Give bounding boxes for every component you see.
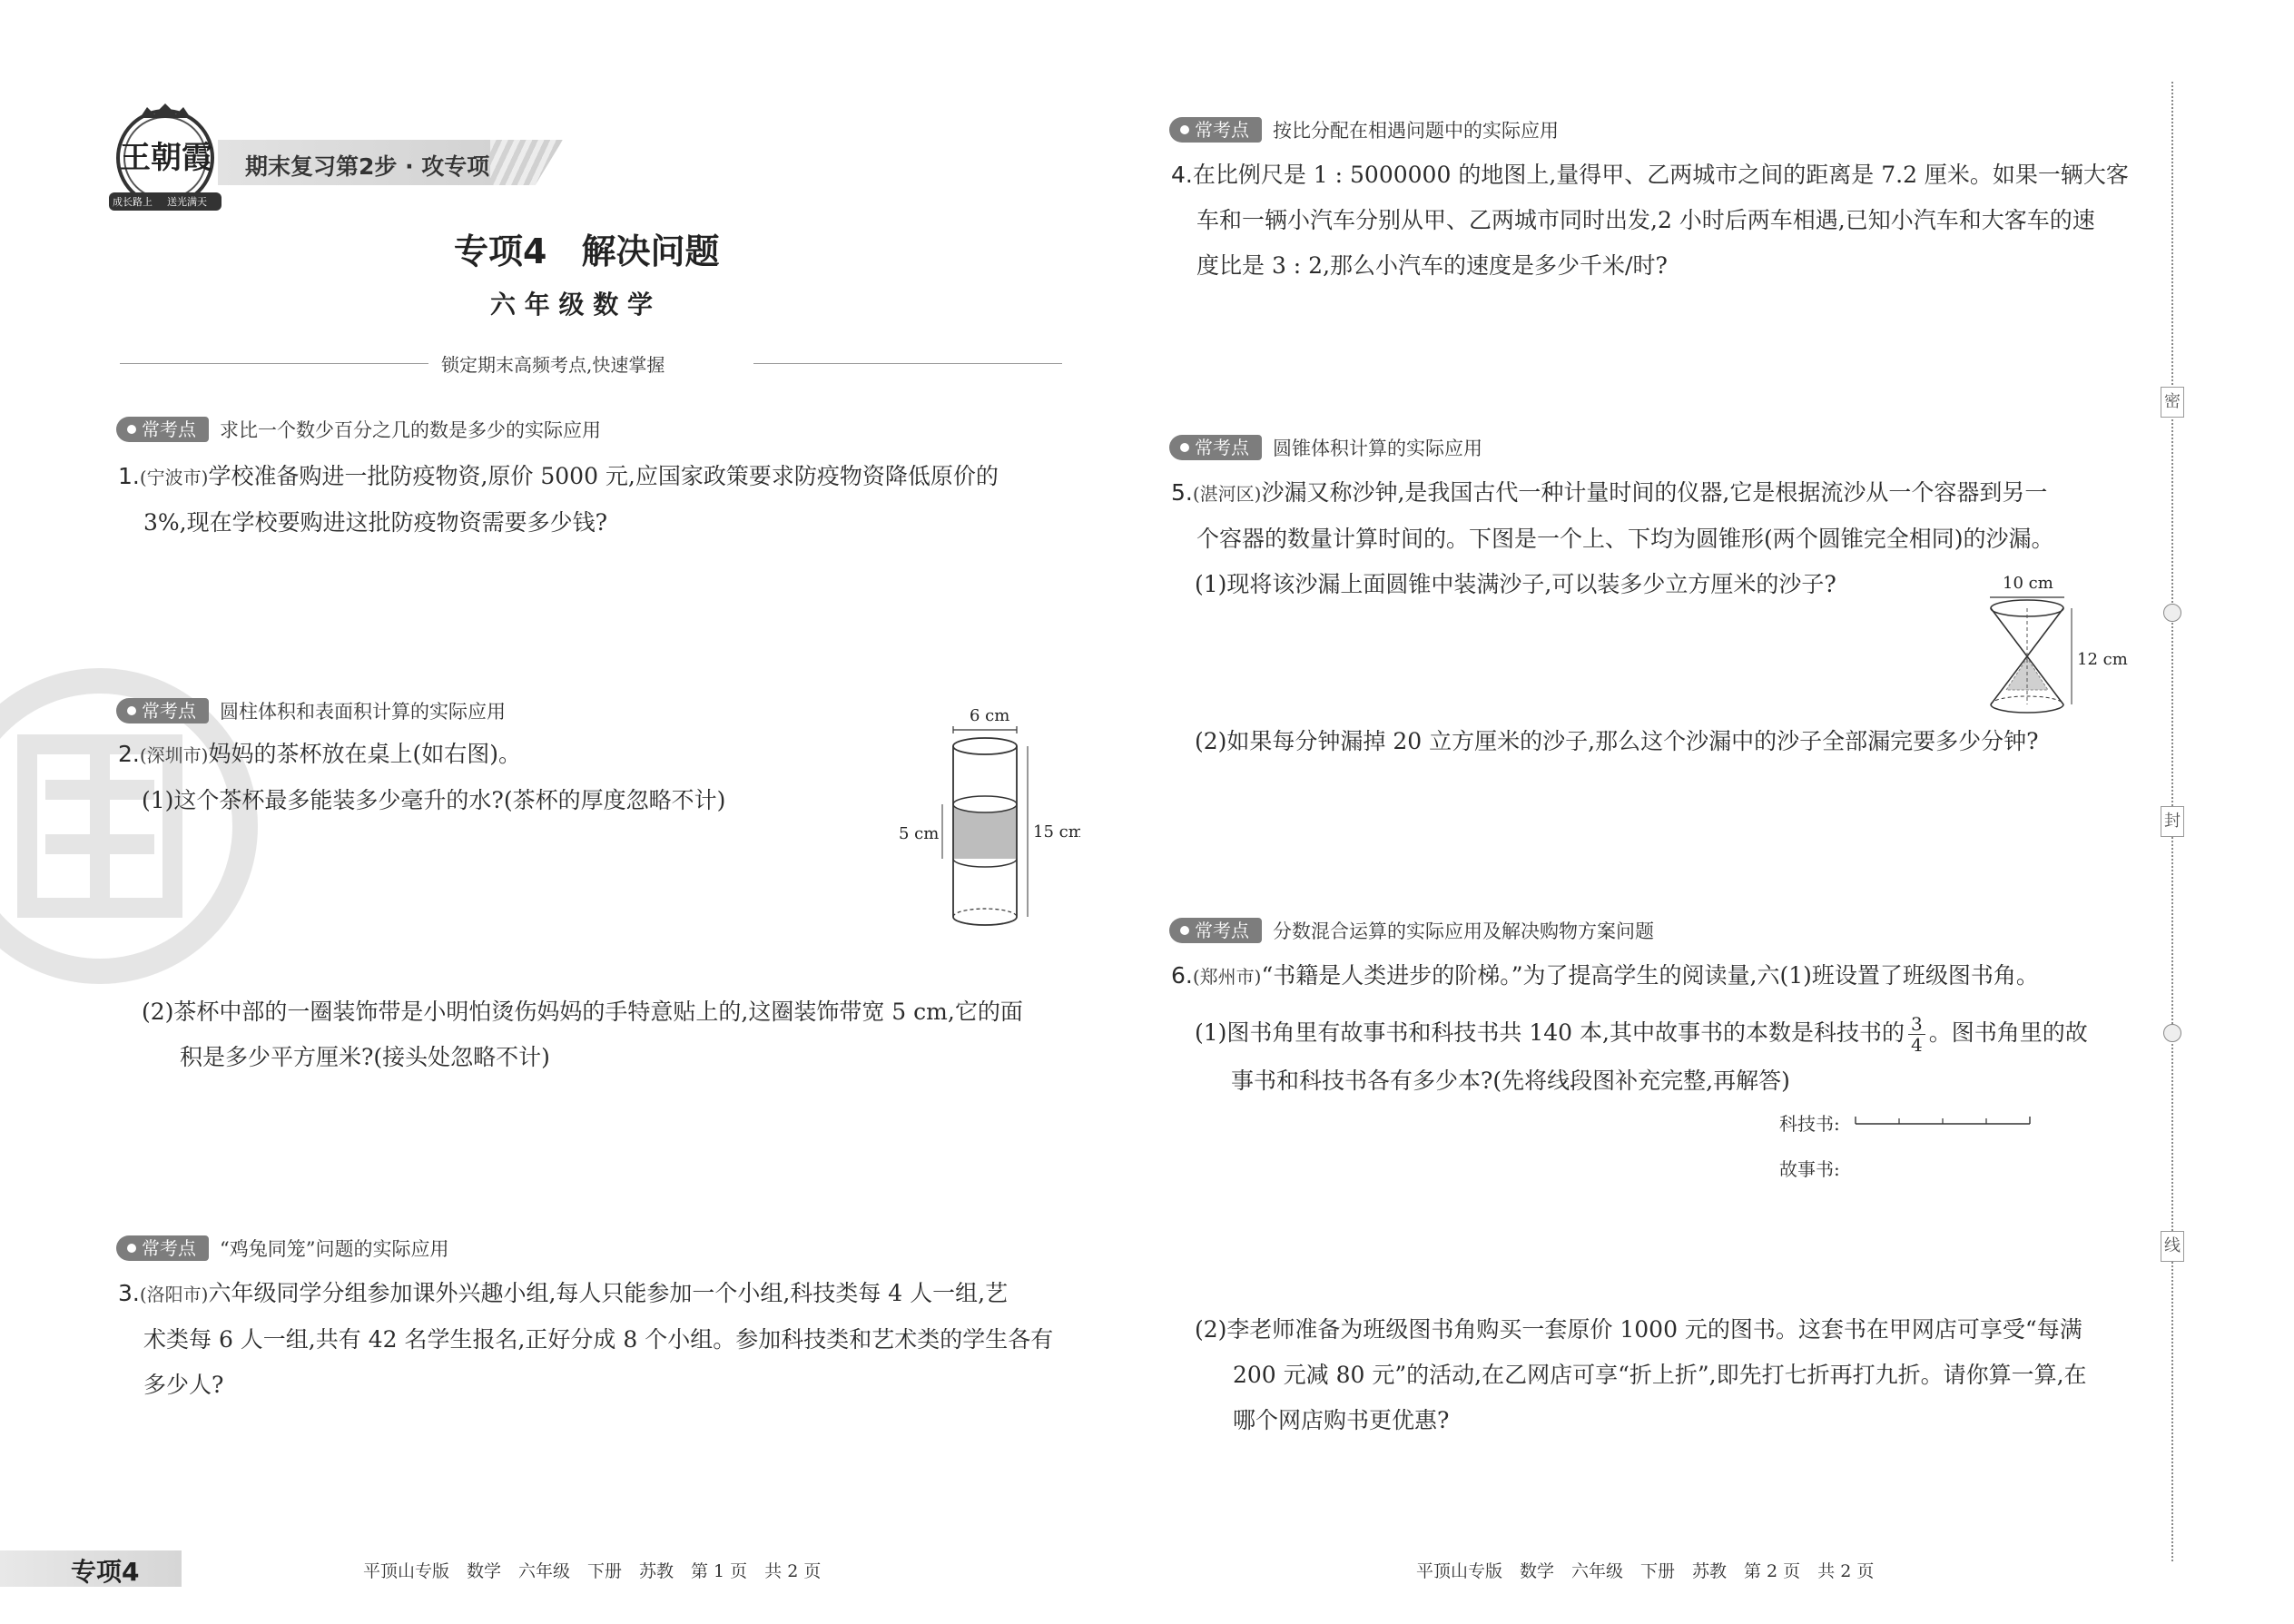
cup-diameter-label: 6 cm <box>970 706 1010 725</box>
question-6-part-2-line-1: (2)李老师准备为班级图书角购买一套原价 1000 元的图书。这套书在甲网店可享受“每满 <box>1195 1316 2082 1343</box>
question-5-part-1: (1)现将该沙漏上面圆锥中装满沙子,可以装多少立方厘米的沙子? <box>1195 571 1836 597</box>
page-subtitle: 六 年 级 数 学 <box>490 290 653 320</box>
answer-space-4[interactable] <box>1171 290 2142 418</box>
topic-text: 求比一个数少百分之几的数是多少的实际应用 <box>220 419 601 441</box>
question-4 <box>1171 153 2142 289</box>
question-6-part-2-line-2: 200 元减 80 元”的活动,在乙网店可享“折上折”,即先打七折再打九折。请你算一算,在 <box>1233 1362 2087 1388</box>
answer-space-5-2[interactable] <box>1171 772 2142 908</box>
answer-space-6-1[interactable] <box>1171 1189 2142 1298</box>
question-5-line-1 <box>1171 470 2142 517</box>
topic-text: 圆柱体积和表面积计算的实际应用 <box>220 701 506 723</box>
answer-space-6-2[interactable] <box>1171 1452 2142 1534</box>
question-3-line-2: 术类每 6 人一组,共有 42 名学生报名,正好分成 8 个小组。参加科技类和艺术类的学生各有 <box>143 1326 1054 1353</box>
question-6-line-1 <box>1171 953 2151 999</box>
question-6 <box>1171 953 2151 999</box>
question-text: 沙漏又称沙钟,是我国古代一种计量时间的仪器,它是根据流沙从一个容器到另一 <box>1261 479 2048 506</box>
topic-4 <box>1169 114 1559 145</box>
binding-label-seal-2: 封 <box>2161 806 2184 837</box>
question-5-part-2: (2)如果每分钟漏掉 20 立方厘米的沙子,那么这个沙漏中的沙子全部漏完要多少分钟? <box>1195 728 2039 754</box>
question-5-line-2: 个容器的数量计算时间的。下图是一个上、下均为圆锥形(两个圆锥完全相同)的沙漏。 <box>1196 526 2054 552</box>
question-number: 4. <box>1171 162 1193 188</box>
question-4-line-1 <box>1171 153 2142 198</box>
topic-6 <box>1169 915 1654 946</box>
question-6-part-1-text-b: 。图书角里的故 <box>1928 1019 2088 1046</box>
binding-hole <box>2163 1024 2181 1042</box>
topic-tag: 常考点 <box>116 1235 209 1261</box>
question-6-part-1 <box>1195 1008 2157 1058</box>
question-6-part-2-line-3: 哪个网店购书更优惠? <box>1233 1407 1450 1433</box>
question-1-line-1 <box>118 454 1080 500</box>
slogan: 锁定期末高频考点,快速掌握 <box>441 354 665 376</box>
question-text: “书籍是人类进步的阶梯。”为了提高学生的阅读量,六(1)班设置了班级图书角。 <box>1261 962 2039 989</box>
slogan-line-right <box>753 363 1062 364</box>
question-4-line-3: 度比是 3 : 2,那么小汽车的速度是多少千米/时? <box>1196 252 1668 279</box>
topic-tag: 常考点 <box>1169 117 1262 143</box>
cup-figure <box>899 704 1080 931</box>
question-text: 在比例尺是 1 : 5000000 的地图上,量得甲、乙两城市之间的距离是 7.2 厘米。如果一辆大客 <box>1192 162 2129 188</box>
page-title: 专项4 解决问题 <box>454 231 720 271</box>
question-6-part-2 <box>1195 1307 2157 1443</box>
banner-stripes <box>490 140 563 185</box>
question-text: 学校准备购进一批防疫物资,原价 5000 元,应国家政策要求防疫物资降低原价的 <box>208 463 999 489</box>
topic-tag: 常考点 <box>1169 918 1262 943</box>
question-3 <box>118 1271 1089 1408</box>
banner-text: 期末复习第2步 · 攻专项 <box>245 153 490 180</box>
segment-diagram-label-1: 科技书: <box>1779 1113 1840 1135</box>
footer-left: 平顶山专版 数学 六年级 下册 苏教 第 1 页 共 2 页 <box>363 1561 822 1581</box>
segment-diagram-line-2[interactable] <box>1854 1155 2035 1176</box>
question-number: 6. <box>1171 962 1193 989</box>
question-2-part-2-line-2: 积是多少平方厘米?(接头处忽略不计) <box>180 1044 550 1070</box>
question-1 <box>118 454 1080 546</box>
topic-2 <box>116 695 506 726</box>
topic-text: 圆锥体积计算的实际应用 <box>1273 438 1482 459</box>
question-source: (湛河区) <box>1192 483 1262 505</box>
answer-space-2-1[interactable] <box>118 817 890 980</box>
topic-text: “鸡兔同笼”问题的实际应用 <box>220 1238 449 1260</box>
answer-space-2-2[interactable] <box>118 1089 1080 1225</box>
question-2-part-2 <box>142 989 1086 1080</box>
answer-space-1[interactable] <box>118 554 1080 690</box>
question-2-line-1 <box>118 732 935 778</box>
logo-slogan-right: 送光满天 <box>167 196 207 208</box>
footer-badge: 专项4 <box>71 1557 140 1587</box>
topic-tag: 常考点 <box>116 698 209 723</box>
question-number: 3. <box>118 1280 140 1306</box>
cup-height-label: 15 cm <box>1033 822 1080 842</box>
question-source: (郑州市) <box>1192 966 1262 988</box>
fraction-numerator: 3 <box>1908 1014 1925 1035</box>
topic-5 <box>1169 432 1482 463</box>
question-number: 5. <box>1171 479 1193 506</box>
binding-label-line: 线 <box>2161 1231 2184 1262</box>
logo-slogan-left: 成长路上 <box>113 196 153 208</box>
question-text: 妈妈的茶杯放在桌上(如右图)。 <box>208 741 521 767</box>
question-2-part-2-line-1: (2)茶杯中部的一圈装饰带是小明怕烫伤妈妈的手特意贴上的,这圈装饰带宽 5 cm,它的面 <box>142 999 1023 1025</box>
segment-diagram-label-2: 故事书: <box>1779 1158 1840 1180</box>
hourglass-height-label: 12 cm <box>2077 650 2128 669</box>
question-6-part-1-line-2: 事书和科技书各有多少本?(先将线段图补充完整,再解答) <box>1231 1068 1790 1094</box>
question-2 <box>118 732 935 823</box>
topic-tag: 常考点 <box>116 417 209 442</box>
fraction <box>1908 1014 1925 1055</box>
question-1-line-2: 3%,现在学校要购进这批防疫物资需要多少钱? <box>143 509 608 536</box>
answer-space-3[interactable] <box>118 1416 1080 1525</box>
topic-3 <box>116 1233 448 1264</box>
question-number: 2. <box>118 741 140 767</box>
question-number: 1. <box>118 463 140 489</box>
question-3-line-1 <box>118 1271 1089 1317</box>
question-3-line-3: 多少人? <box>143 1372 224 1398</box>
footer-right: 平顶山专版 数学 六年级 下册 苏教 第 2 页 共 2 页 <box>1416 1561 1875 1581</box>
topic-text: 按比分配在相遇问题中的实际应用 <box>1273 120 1559 142</box>
question-4-line-2: 车和一辆小汽车分别从甲、乙两城市同时出发,2 小时后两车相遇,已知小汽车和大客车的速 <box>1196 207 2095 233</box>
logo-name: 王朝霞 <box>120 140 212 176</box>
topic-text: 分数混合运算的实际应用及解决购物方案问题 <box>1273 920 1654 942</box>
question-source: (洛阳市) <box>139 1284 209 1305</box>
question-2-part-1: (1)这个茶杯最多能装多少毫升的水?(茶杯的厚度忽略不计) <box>142 787 726 813</box>
topic-1 <box>116 414 601 445</box>
hourglass-figure <box>1970 570 2133 715</box>
slogan-line-left <box>120 363 428 364</box>
answer-space-5-1[interactable] <box>1171 608 1952 708</box>
binding-label-seal: 密 <box>2161 387 2184 418</box>
question-source: (深圳市) <box>139 744 209 766</box>
cup-band-label: 5 cm <box>899 824 940 843</box>
segment-diagram-line-1[interactable] <box>1854 1109 2035 1131</box>
binding-hole <box>2163 604 2181 622</box>
hourglass-diameter-label: 10 cm <box>2003 574 2053 593</box>
topic-tag: 常考点 <box>1169 435 1262 460</box>
question-text: 六年级同学分组参加课外兴趣小组,每人只能参加一个小组,科技类每 4 人一组,艺 <box>208 1280 1009 1306</box>
question-source: (宁波市) <box>139 467 209 488</box>
question-6-part-1-text-a: (1)图书角里有故事书和科技书共 140 本,其中故事书的本数是科技书的 <box>1195 1019 1905 1046</box>
fraction-denominator: 4 <box>1910 1034 1923 1056</box>
